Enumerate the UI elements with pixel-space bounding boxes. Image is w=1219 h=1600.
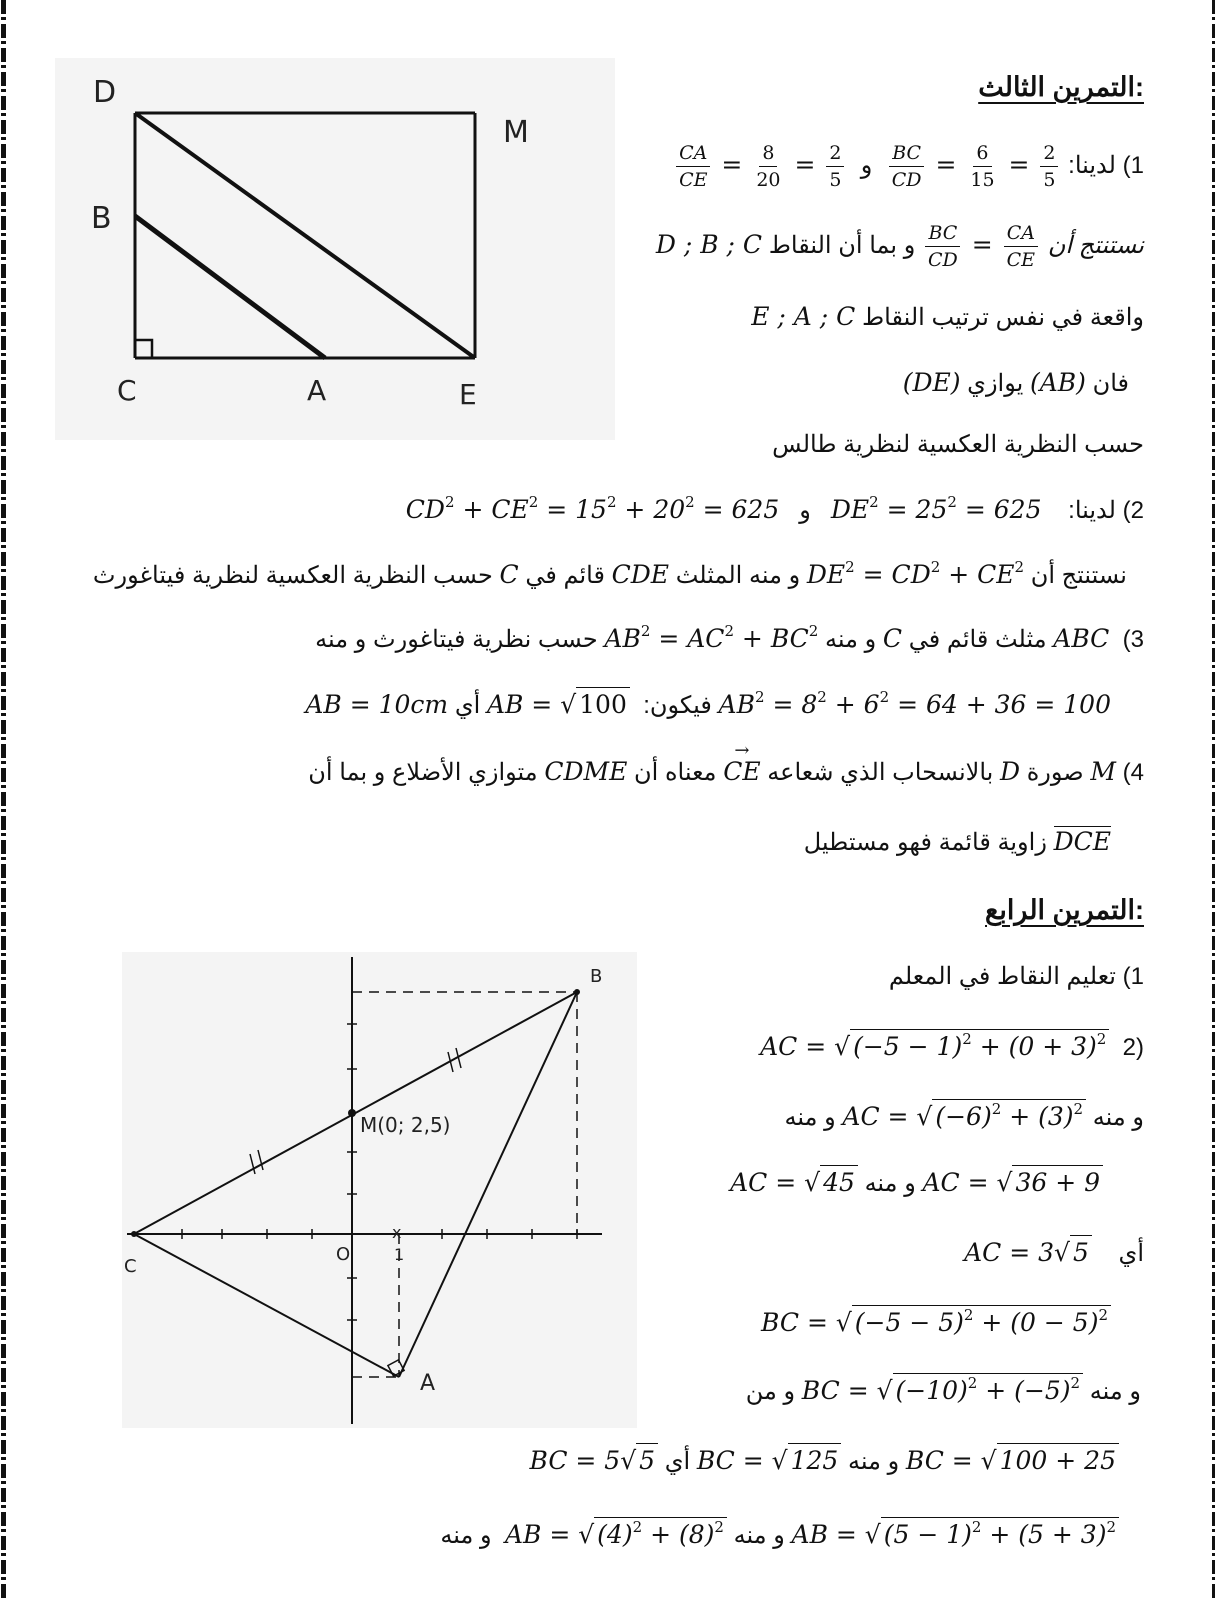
exercise3-title: التمرين الثالث: — [978, 72, 1144, 102]
angle-dce: DCE — [1053, 827, 1111, 856]
and-then-text: و منه — [864, 1170, 916, 1197]
and-then-text: و منه — [733, 1522, 785, 1549]
converse-pythagoras-text: حسب النظرية العكسية لنظرية فيتاغورث — [92, 562, 493, 589]
page-border-left — [1, 0, 6, 1600]
q4-number: 4) — [1122, 759, 1144, 786]
eq-pythagoras-abc: $AB^2 = AC^2 + BC^2$ — [604, 622, 819, 653]
ie-text: أي — [664, 1448, 691, 1475]
conclude-text: نستنتج أن — [1030, 562, 1127, 589]
point-c: C — [499, 560, 519, 589]
point-c: C — [882, 624, 903, 653]
ex4-q2-line6 — [746, 1374, 1141, 1406]
line-de: (DE) — [902, 368, 961, 397]
eq-ab-1: AB = √ $(5 - 1)^2 + (5 + 3)^2$ — [792, 1518, 1119, 1549]
and-from-text: و من — [745, 1378, 796, 1405]
plot-points-text: تعليم النقاط في المعلم — [888, 963, 1116, 990]
eq-bc-4: BC = √ 125 — [697, 1446, 841, 1475]
label-tick-x: x — [392, 1223, 402, 1242]
translation-text: بالانسحاب الذي شعاعه — [767, 759, 994, 786]
parallel-text: يوازي — [967, 370, 1024, 397]
eq-ab-sqrt: AB = √ 100 — [487, 690, 630, 719]
and-word: و — [799, 497, 811, 524]
ratio-ca-ce: $\frac{CA}{CE}$ = $\frac{8}{20}$ = $\frac{2}{5}$ — [673, 142, 847, 191]
triangle-text: و منه المثلث — [675, 562, 801, 589]
label-m: M — [503, 115, 529, 150]
right-at-text: قائم في — [525, 562, 605, 589]
and-then-text: و منه — [1092, 1104, 1144, 1131]
eq-cd-ce-squared: $CD^2 + CE^2 = 15^2 + 20^2 = 625$ — [405, 493, 780, 524]
ex3-q1-line1 — [673, 142, 1144, 191]
ex4-q2-line7 — [529, 1446, 1119, 1476]
vector-ce: → CE — [723, 757, 760, 786]
ex4-q2-line4 — [964, 1238, 1144, 1268]
eq-bc-5: BC = 5√ 5 — [529, 1446, 658, 1475]
conclude-text: نستنتج أن — [1047, 232, 1144, 259]
and-then-text: و منه — [1089, 1378, 1141, 1405]
ex3-q1-line3 — [751, 302, 1144, 332]
rectangle-text: زاوية قائمة فهو مستطيل — [803, 829, 1047, 856]
figure-rectangle-svg — [55, 58, 615, 440]
pythagoras-text: حسب نظرية فيتاغورث و منه — [315, 626, 598, 653]
right-triangle-text: مثلث قائم في — [908, 626, 1047, 653]
ratio-equality: $\frac{BC}{CD}$ = $\frac{CA}{CE}$ — [922, 222, 1041, 271]
q3-number: 3) — [1122, 626, 1144, 653]
label-c: C — [117, 374, 137, 407]
eq-bc-2: BC = √ $(-10)^2 + (-5)^2$ — [802, 1374, 1083, 1405]
ie-text: أي — [454, 692, 481, 719]
ie-text: أي — [1118, 1240, 1144, 1267]
triangle-abc: ABC — [1053, 624, 1110, 653]
ex3-q4-line1 — [308, 757, 1144, 787]
point-d: D — [1000, 757, 1021, 786]
ex3-q2-line1 — [406, 493, 1144, 525]
eq-ac-5: AC = 3√ 5 — [964, 1238, 1092, 1267]
ratio-bc-cd: $\frac{BC}{CD}$ = $\frac{6}{15}$ = $\frac{2}{5}$ — [886, 142, 1062, 191]
ex3-q3-line1 — [315, 622, 1144, 654]
ex4-q2-line3 — [730, 1168, 1103, 1198]
label-tick-one: 1 — [394, 1245, 405, 1264]
therefore-text: و منه — [825, 626, 877, 653]
label-o: O — [336, 1244, 351, 1265]
label-e: E — [459, 378, 477, 411]
eq-de-squared: $DE^2 = 25^2 = 625$ — [830, 493, 1042, 524]
eq-ab-squared: $AB^2 = 8^2 + 6^2 = 64 + 36 = 100$ — [718, 688, 1111, 719]
label-b: B — [590, 966, 603, 987]
and-then-text-2: و منه — [440, 1522, 492, 1549]
ex3-q1-line2 — [656, 222, 1144, 271]
figure-coordinate-plot — [122, 952, 637, 1428]
and-word: و — [860, 152, 873, 179]
and-then-text: و منه — [847, 1448, 900, 1475]
q2-number: (2 — [1122, 1034, 1144, 1061]
q1-label: لدينا: — [1068, 152, 1116, 179]
label-m-coords: M(0; 2,5) — [360, 1113, 451, 1137]
eq-ab-2: AB = √ $(4)^2 + (8)^2$ — [505, 1518, 727, 1549]
point-m: M — [1090, 757, 1116, 786]
ex3-q1-line4 — [903, 368, 1129, 398]
exercise4-title: التمرين الرابع: — [985, 895, 1144, 925]
image-of-text: صورة — [1026, 759, 1084, 786]
then-text: فان — [1092, 370, 1129, 397]
point-b — [574, 989, 580, 995]
ex4-q1-line — [889, 962, 1144, 991]
label-c: C — [124, 1256, 137, 1277]
eq-bc-3: BC = √ 100 + 25 — [906, 1446, 1119, 1475]
point-m — [348, 1109, 356, 1117]
label-b: B — [91, 201, 112, 236]
ex3-q2-line2 — [93, 558, 1127, 590]
figure-plot-svg — [122, 952, 637, 1428]
figure-rectangle-cdme — [55, 58, 615, 440]
q1-number: 1) — [1122, 963, 1144, 990]
same-order-text: واقعة في نفس ترتيب النقاط — [861, 304, 1144, 331]
figure-paper-bg — [122, 952, 637, 1428]
ex4-q2-line8 — [440, 1518, 1119, 1550]
eq-bc-1: BC = √ $(-5 - 5)^2 + (0 - 5)^2$ — [761, 1306, 1111, 1337]
ex3-q1-line5: حسب النظرية العكسية لنظرية طالس — [772, 431, 1144, 458]
and-then-text-2: و منه — [784, 1104, 836, 1131]
eq-pythagoras-cde: $DE^2 = CD^2 + CE^2$ — [806, 558, 1025, 589]
thus-text: فيكون: — [643, 692, 712, 719]
quad-cdme: CDME — [544, 757, 628, 786]
points-dbc: D ; B ; C — [655, 230, 763, 259]
q1-number: 1) — [1122, 152, 1144, 179]
page-border-right — [1212, 0, 1215, 1600]
label-a: A — [420, 1371, 436, 1396]
points-eac: E ; A ; C — [751, 302, 856, 331]
label-d: D — [93, 75, 117, 110]
eq-ab-value: AB = 10cm — [305, 690, 449, 719]
means-text: معناه أن — [634, 759, 717, 786]
label-a: A — [307, 374, 327, 407]
since-points-text: و بما أن النقاط — [768, 232, 916, 259]
eq-ac-4: AC = √ 45 — [730, 1168, 858, 1197]
point-c — [131, 1231, 137, 1237]
eq-ac-2: AC = √ $(-6)^2 + (3)^2$ — [842, 1100, 1086, 1131]
q2-number: 2) — [1122, 497, 1144, 524]
triangle-cde: CDE — [611, 560, 670, 589]
parallelogram-text: متوازي الأضلاع و بما أن — [308, 759, 538, 786]
eq-ac-3: AC = √ 36 + 9 — [922, 1168, 1103, 1197]
q2-label: لدينا: — [1068, 497, 1116, 524]
ex3-q4-line2 — [804, 826, 1111, 857]
ex3-q3-line2 — [305, 688, 1111, 720]
eq-ac-1: AC = √ $(-5 - 1)^2 + (0 + 3)^2$ — [760, 1030, 1109, 1061]
ex4-q2-line1 — [760, 1030, 1144, 1062]
ex4-q2-line2 — [784, 1100, 1144, 1132]
line-ab: (AB) — [1029, 368, 1086, 397]
ex4-q2-line5 — [761, 1306, 1111, 1338]
